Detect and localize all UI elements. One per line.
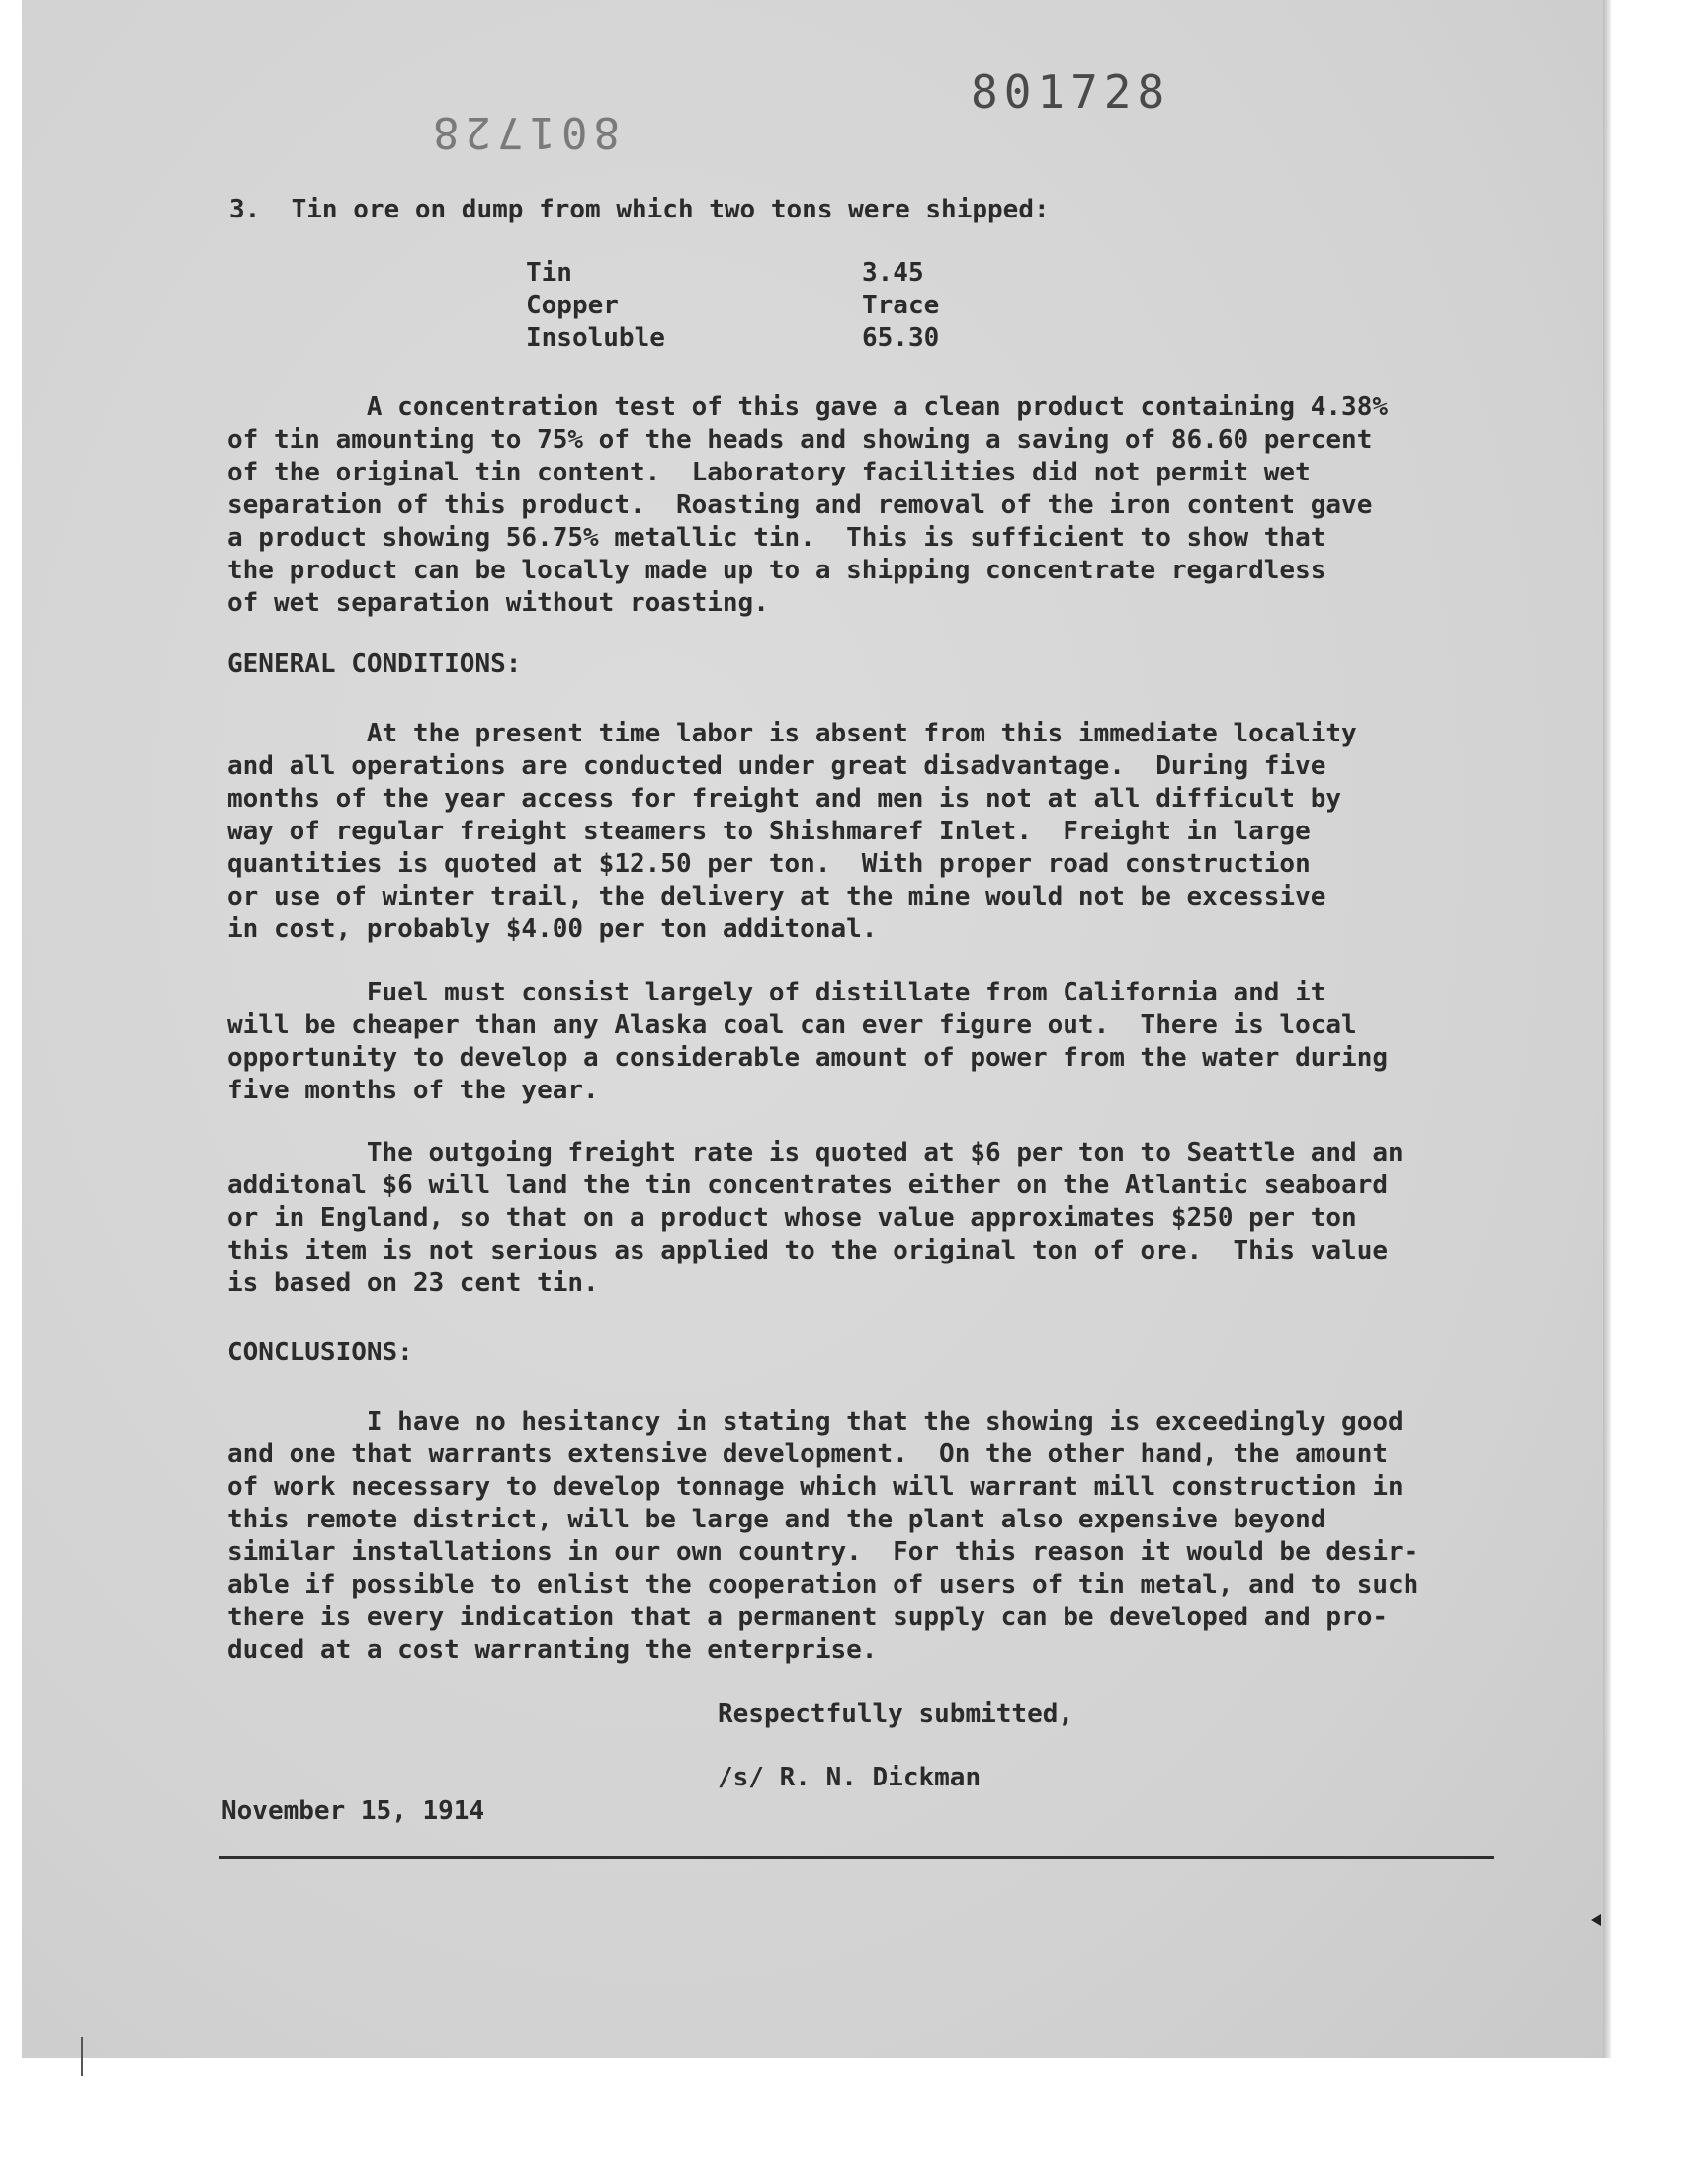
- section-3-heading: 3. Tin ore on dump from which two tons were shipped:: [229, 195, 1050, 224]
- concentration-test-paragraph: A concentration test of this gave a clean product containing 4.38% of tin amounting to 75% of the heads and showing a saving of 86.60 percent of the original tin content. Laboratory facilities did not permit wet separation of this product. Roasting and removal of the iron content gave a product showing 56.75% metallic tin. This is sufficient to show that the product can be locally made up to a shipping concentrate regardless of wet separation without roasting.: [227, 392, 1388, 618]
- margin-arrow-icon: [1591, 1914, 1601, 1926]
- general-conditions-heading: GENERAL CONDITIONS:: [227, 650, 522, 679]
- assay-element: Insoluble: [526, 323, 665, 353]
- assay-value: Trace: [862, 291, 940, 320]
- assay-row: [526, 257, 981, 290]
- assay-table: [526, 257, 981, 355]
- signature: /s/ R. N. Dickman: [718, 1763, 982, 1792]
- mirrored-number-stamp: 801728: [427, 107, 620, 157]
- document-number-stamp: 801728: [971, 65, 1171, 119]
- assay-element: Tin: [526, 258, 572, 288]
- assay-row: [526, 322, 981, 355]
- assay-value: 3.45: [862, 258, 924, 288]
- freight-paragraph: The outgoing freight rate is quoted at $6 per ton to Seattle and an additonal $6 will land the tin concentrates either on the Atlantic seaboard or in England, so that on a product whose value approximates $250 per ton this item is not serious as applied to the original ton of ore. This value is based on 23 cent tin.: [227, 1138, 1404, 1298]
- labor-paragraph: At the present time labor is absent from this immediate locality and all operations are conducted under great disadvantage. During five months of the year access for freight and men is not at all difficult by way of regular freight steamers to Shishmaref Inlet. Freight in large quantities is quoted at $12.50 per ton. With proper road construction or use of winter trail, the delivery at the mine would not be excessive in cost, probably $4.00 per ton additonal.: [227, 719, 1357, 944]
- assay-value: 65.30: [862, 323, 940, 353]
- valediction: Respectfully submitted,: [718, 1699, 1074, 1729]
- fuel-paragraph: Fuel must consist largely of distillate from California and it will be cheaper than any Alaska coal can ever figure out. There is local opportunity to develop a considerable amount of power from the water during five months of the year.: [227, 978, 1388, 1105]
- assay-row: [526, 290, 981, 322]
- page-edge: [1603, 0, 1611, 2058]
- assay-element: Copper: [526, 291, 619, 320]
- document-date: November 15, 1914: [221, 1796, 485, 1826]
- conclusions-paragraph: I have no hesitancy in stating that the showing is exceedingly good and one that warrants extensive development. On the other hand, the amount of work necessary to develop tonnage which will warrant mill construction in this remote district, will be large and the plant also expensive beyond similar installations in our own country. For this reason it would be desir- able if possible to enlist the cooperation of users of tin metal, and to such there is every indication that a permanent supply can be developed and pro- duced at a cost warranting the enterprise.: [227, 1407, 1419, 1665]
- scan-mark: [81, 2037, 83, 2076]
- conclusions-heading: CONCLUSIONS:: [227, 1338, 413, 1367]
- horizontal-rule: [219, 1856, 1494, 1859]
